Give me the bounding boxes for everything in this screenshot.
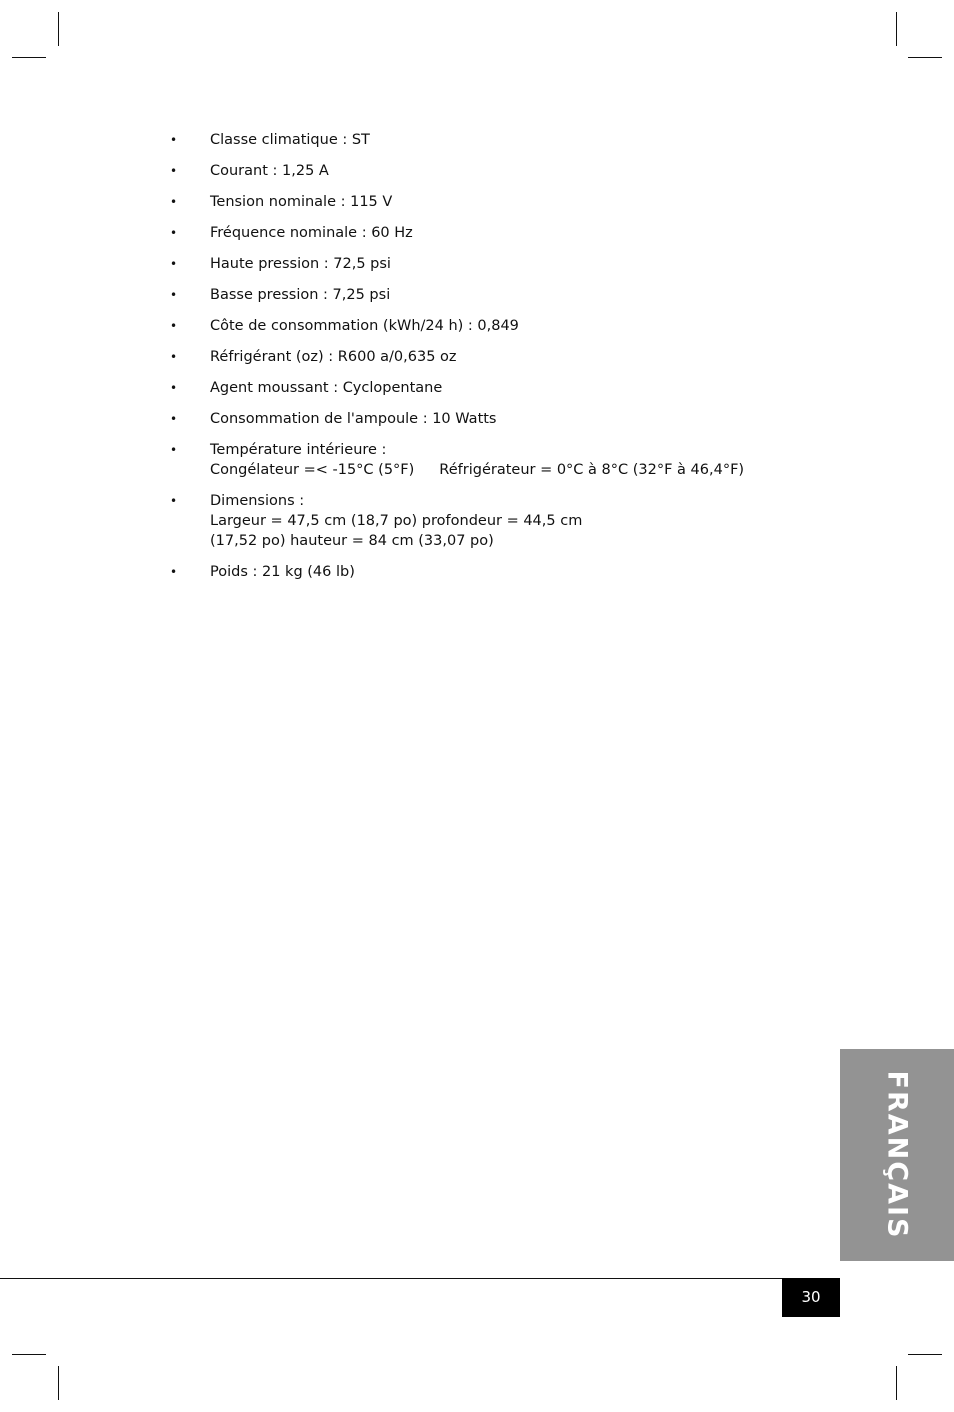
bullet-point: • <box>170 565 178 579</box>
crop-mark <box>12 57 46 58</box>
spec-item <box>170 254 790 274</box>
bullet-point: • <box>170 412 178 426</box>
bullet-point: • <box>170 381 178 395</box>
crop-mark <box>12 1354 46 1355</box>
spec-item <box>170 347 790 367</box>
spec-text: Largeur = 47,5 cm (18,7 po) profondeur = 44,5 cm <box>210 513 583 529</box>
spec-text: Haute pression : 72,5 psi <box>210 256 391 272</box>
crop-mark <box>908 57 942 58</box>
bullet-point: • <box>170 494 178 508</box>
bullet-point: • <box>170 133 178 147</box>
spec-text: Réfrigérant (oz) : R600 a/0,635 oz <box>210 349 457 365</box>
spec-text: Température intérieure : <box>210 442 387 458</box>
spec-item <box>170 409 790 429</box>
spec-item <box>170 378 790 398</box>
spec-text: Dimensions : <box>210 493 305 509</box>
page-number: 30 <box>782 1278 840 1317</box>
spec-text: Consommation de l'ampoule : 10 Watts <box>210 411 497 427</box>
crop-mark <box>896 1366 897 1400</box>
bullet-point: • <box>170 319 178 333</box>
spec-item <box>170 316 790 336</box>
crop-mark <box>896 12 897 46</box>
bullet-point: • <box>170 443 178 457</box>
bullet-point: • <box>170 226 178 240</box>
spec-item <box>170 223 790 243</box>
spec-text: Tension nominale : 115 V <box>210 194 393 210</box>
crop-mark <box>58 12 59 46</box>
spec-item <box>170 285 790 305</box>
spec-item <box>170 491 790 551</box>
spec-text: Agent moussant : Cyclopentane <box>210 380 443 396</box>
spec-text: Basse pression : 7,25 psi <box>210 287 391 303</box>
spec-text: Côte de consommation (kWh/24 h) : 0,849 <box>210 318 519 334</box>
crop-mark <box>58 1366 59 1400</box>
language-tab-label: FRANÇAIS <box>881 1070 913 1240</box>
specifications-list <box>170 130 790 593</box>
bullet-point: • <box>170 257 178 271</box>
spec-column-text: Réfrigérateur = 0°C à 8°C (32°F à 46,4°F) <box>439 462 745 478</box>
spec-item <box>170 130 790 150</box>
spec-text: Classe climatique : ST <box>210 132 370 148</box>
spec-columns <box>210 460 790 480</box>
spec-item <box>170 562 790 582</box>
language-tab <box>840 1049 954 1261</box>
footer-rule <box>0 1278 840 1279</box>
spec-item <box>170 192 790 212</box>
spec-text: Poids : 21 kg (46 lb) <box>210 564 355 580</box>
spec-text: Courant : 1,25 A <box>210 163 329 179</box>
crop-mark <box>908 1354 942 1355</box>
bullet-point: • <box>170 195 178 209</box>
spec-column-text: Congélateur =< -15°C (5°F) <box>210 462 415 478</box>
bullet-point: • <box>170 164 178 178</box>
spec-item <box>170 161 790 181</box>
bullet-point: • <box>170 350 178 364</box>
spec-item <box>170 440 790 480</box>
bullet-point: • <box>170 288 178 302</box>
spec-text: Fréquence nominale : 60 Hz <box>210 225 413 241</box>
spec-text: (17,52 po) hauteur = 84 cm (33,07 po) <box>210 533 494 549</box>
